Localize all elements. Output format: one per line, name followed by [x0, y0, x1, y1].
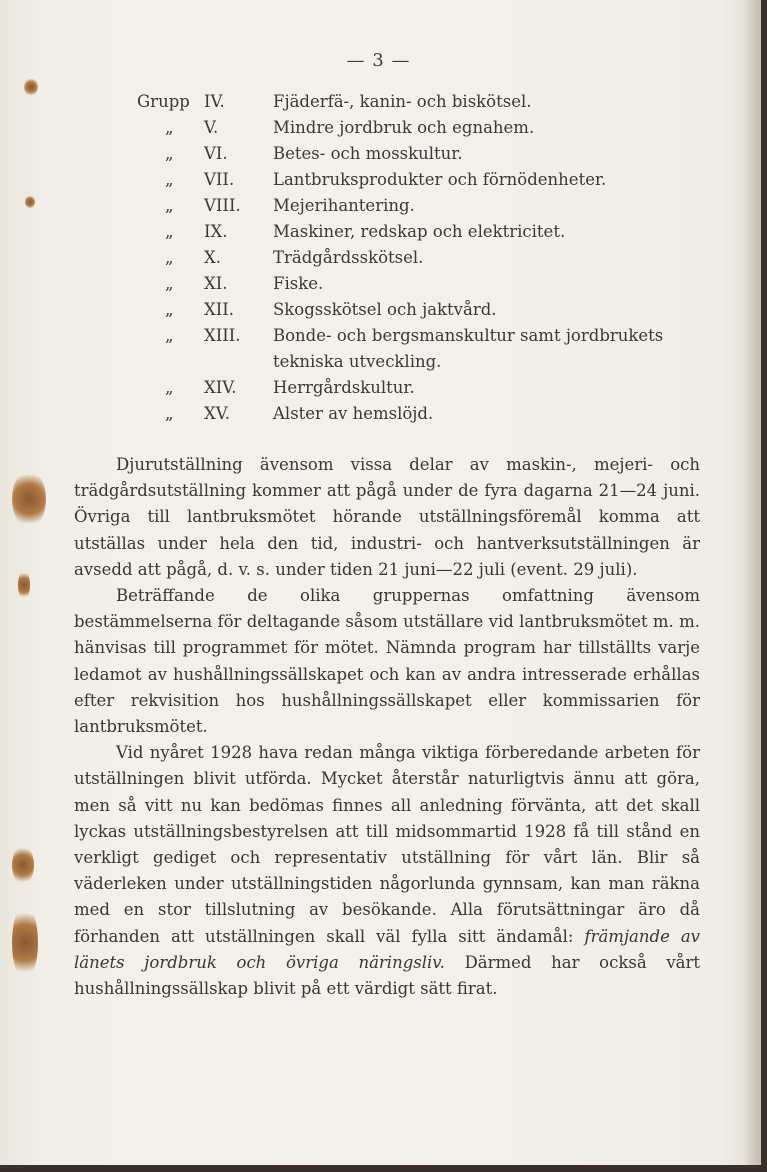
- paragraph-3-start: Vid nyåret 1928 hava redan många viktiga förberedande arbeten för utställningen blivit utförda. Mycket återstår naturligtvis ännu att göra, men så vitt nu kan bedömas finnes all anledning förvänta, att det skall lyckas utställningsbestyrelsen att till midsommartid 1928 få till stånd en verkligt gediget och representativ utställning för vårt län. Blir så väderleken under utställningstiden någorlunda gynnsam, kan man räkna med en stor tillslutning av besökande. Alla förutsättningar äro då förhanden att utställningen skall väl fylla sitt ändamål:: [74, 743, 700, 946]
- group-ditto-mark: „: [165, 196, 174, 215]
- paragraph-3: [74, 740, 700, 1002]
- group-description: Maskiner, redskap och elektricitet.: [273, 222, 566, 241]
- group-numeral: IX.: [204, 222, 228, 241]
- group-ditto-mark: „: [165, 274, 174, 293]
- page-number: — 3 —: [346, 50, 411, 71]
- paragraph-2: Beträffande de olika gruppernas omfattning ävensom bestämmelserna för deltagande såsom utställare vid lantbruksmötet m. m. hänvisas till programmet för mötet. Nämnda program har tillställts varje ledamot av hushållningssällskapet och kan av andra intresserade erhållas efter rekvisition hos hushållningssällskapet eller kommissarien för lantbruksmötet.: [74, 586, 700, 737]
- rust-stain: [12, 470, 46, 528]
- group-ditto-mark: „: [165, 144, 174, 163]
- group-description: Trädgårdsskötsel.: [273, 248, 424, 267]
- paragraph-3-end: Därmed har också vårt hushållningssällskap blivit på ett värdigt sätt firat.: [74, 952, 700, 999]
- group-numeral: XIV.: [204, 378, 237, 397]
- group-description: Skogsskötsel och jaktvård.: [273, 300, 497, 319]
- rust-stain: [25, 195, 35, 209]
- group-numeral: XII.: [204, 300, 235, 319]
- rust-stain: [12, 905, 38, 980]
- group-numeral: V.: [204, 118, 219, 137]
- group-numeral: IV.: [204, 92, 225, 111]
- group-ditto-mark: „: [165, 248, 174, 267]
- group-numeral: XIII.: [204, 326, 241, 345]
- group-prefix: Grupp: [137, 92, 190, 111]
- rust-stain: [24, 78, 38, 96]
- group-numeral: X.: [204, 248, 221, 267]
- paragraph-3-italic: främjande av länets jordbruk och övriga näringsliv.: [74, 926, 700, 972]
- group-description: Alster av hemslöjd.: [273, 404, 434, 423]
- group-ditto-mark: „: [165, 326, 174, 345]
- rust-stain: [12, 845, 34, 885]
- paragraph-1: Djurutställning ävensom vissa delar av maskin-, mejeri- och trädgårdsutställning kommer att pågå under de fyra dagarna 21—24 juni. Övriga till lantbruksmötet hörande utställningsföremål komma att utställas under hela den tid, industri- och hantverksutställningen är avsedd att pågå, d. v. s. under tiden 21 juni—22 juli (event. 29 juli).: [74, 455, 700, 579]
- group-ditto-mark: „: [165, 170, 174, 189]
- group-description: Bonde- och bergsmanskultur samt jordbrukets: [273, 326, 664, 345]
- rust-stain: [18, 570, 30, 600]
- group-description: Lantbruksprodukter och förnödenheter.: [273, 170, 607, 189]
- group-description: Fiske.: [273, 274, 324, 293]
- group-numeral: VIII.: [204, 196, 241, 215]
- group-ditto-mark: „: [165, 222, 174, 241]
- group-description: tekniska utveckling.: [273, 352, 442, 371]
- group-numeral: VI.: [204, 144, 228, 163]
- group-description: Fjäderfä-, kanin- och biskötsel.: [273, 92, 532, 111]
- body-text: [74, 452, 700, 1002]
- group-description: Herrgårdskultur.: [273, 378, 415, 397]
- group-numeral: XV.: [204, 404, 231, 423]
- page-edge-shadow: [743, 0, 757, 1165]
- group-ditto-mark: „: [165, 378, 174, 397]
- group-ditto-mark: „: [165, 404, 174, 423]
- group-description: Betes- och mosskultur.: [273, 144, 463, 163]
- group-description: Mejerihantering.: [273, 196, 415, 215]
- group-numeral: VII.: [204, 170, 235, 189]
- group-numeral: XI.: [204, 274, 228, 293]
- group-ditto-mark: „: [165, 118, 174, 137]
- group-description: Mindre jordbruk och egnahem.: [273, 118, 535, 137]
- group-ditto-mark: „: [165, 300, 174, 319]
